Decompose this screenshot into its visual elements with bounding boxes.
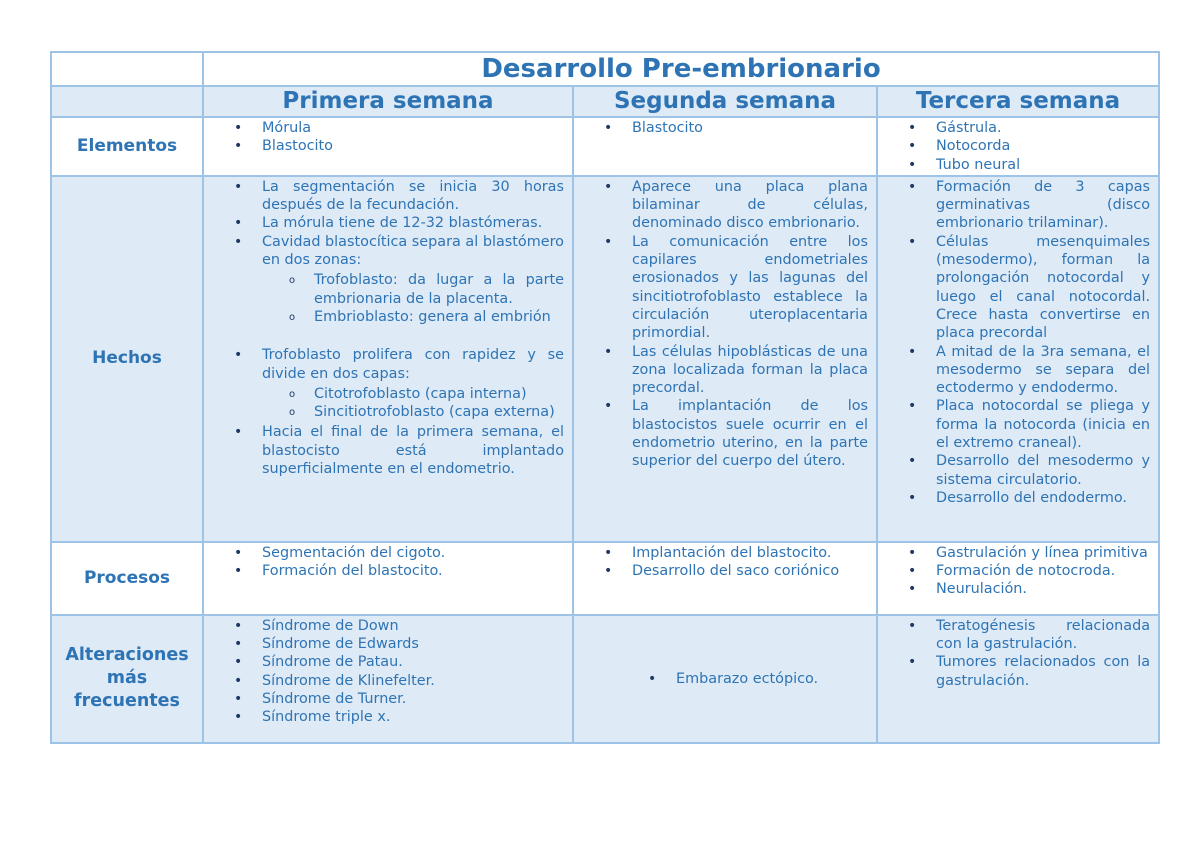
list-item: • Síndrome de Turner.: [204, 690, 564, 708]
header-corner-cell: [51, 86, 203, 117]
list-item: • Implantación del blastocito.: [574, 544, 868, 562]
list-item: • Formación del blastocito.: [204, 562, 564, 580]
cell-hechos-week3: [877, 176, 1159, 542]
list-item: • Aparece una placa plana bilaminar de células, denominado disco embrionario.: [574, 178, 868, 233]
list-item: • La segmentación se inicia 30 horas después de la fecundación.: [204, 178, 564, 215]
row-hechos: [51, 176, 1159, 542]
cell-elementos-week2: [573, 117, 877, 176]
list-item: • Síndrome triple x.: [204, 708, 564, 726]
list-item: • Segmentación del cigoto.: [204, 544, 564, 562]
list-item: • Gástrula.: [878, 119, 1150, 137]
week-2-header: Segunda semana: [573, 86, 877, 117]
list-item: • Síndrome de Klinefelter.: [204, 672, 564, 690]
list-item: • La implantación de los blastocistos suele ocurrir en el endometrio uterino, en la parte superior del cuerpo del útero.: [574, 397, 868, 470]
list-item: • Desarrollo del endodermo.: [878, 489, 1150, 507]
list-item: • La mórula tiene de 12-32 blastómeras.: [204, 214, 564, 232]
list-item: • Síndrome de Edwards: [204, 635, 564, 653]
list-item: • Hacia el final de la primera semana, el blastocisto está implantado superficialmente en el endometrio.: [204, 423, 564, 478]
sub-list-item: o Citotrofoblasto (capa interna): [204, 385, 564, 403]
cell-procesos-week3: [877, 542, 1159, 615]
week-1-header: Primera semana: [203, 86, 573, 117]
list-item: • Formación de notocroda.: [878, 562, 1150, 580]
list-item: • Tubo neural: [878, 156, 1150, 174]
list-item: • Placa notocordal se pliega y forma la notocorda (inicia en el extremo craneal).: [878, 397, 1150, 452]
list-item: • Las células hipoblásticas de una zona localizada forman la placa precordal.: [574, 343, 868, 398]
list-item: • Notocorda: [878, 137, 1150, 155]
list-item: • Tumores relacionados con la gastrulación.: [878, 653, 1150, 690]
row-label-procesos: Procesos: [51, 542, 203, 615]
list-item: • Trofoblasto prolifera con rapidez y se divide en dos capas:: [204, 346, 564, 383]
week-3-header: Tercera semana: [877, 86, 1159, 117]
cell-hechos-week1: [203, 176, 573, 542]
sub-list-item: o Sincitiotrofoblasto (capa externa): [204, 403, 564, 421]
title-row: [51, 52, 1159, 86]
list-item: • La comunicación entre los capilares endometriales erosionados y las lagunas del sincitiotrofoblasto establece la circulación uteroplacentaria primordial.: [574, 233, 868, 343]
list-item: • Desarrollo del saco coriónico: [574, 562, 868, 580]
pre-embryonic-development-table: [50, 51, 1160, 744]
row-elementos: [51, 117, 1159, 176]
sub-list-item: o Embrioblasto: genera al embrión: [204, 308, 564, 326]
list-item: • Neurulación.: [878, 580, 1150, 598]
row-label-alteraciones: Alteraciones más frecuentes: [51, 615, 203, 743]
list-item: • Gastrulación y línea primitiva: [878, 544, 1150, 562]
list-item: • Mórula: [204, 119, 564, 137]
cell-elementos-week3: [877, 117, 1159, 176]
cell-procesos-week1: [203, 542, 573, 615]
list-item: • Síndrome de Patau.: [204, 653, 564, 671]
list-item: • Blastocito: [574, 119, 868, 137]
row-procesos: [51, 542, 1159, 615]
sub-list-item: o Trofoblasto: da lugar a la parte embrionaria de la placenta.: [204, 271, 564, 308]
list-item: • Embarazo ectópico.: [618, 670, 868, 688]
cell-alteraciones-week1: [203, 615, 573, 743]
list-item: • Células mesenquimales (mesodermo), forman la prolongación notocordal y luego el canal notocordal. Crece hasta convertirse en placa precordal: [878, 233, 1150, 343]
cell-alteraciones-week2: [573, 615, 877, 743]
weeks-header-row: [51, 86, 1159, 117]
list-item: • Síndrome de Down: [204, 617, 564, 635]
list-item: • Cavidad blastocítica separa al blastómero en dos zonas:: [204, 233, 564, 270]
cell-alteraciones-week3: [877, 615, 1159, 743]
row-label-hechos: Hechos: [51, 176, 203, 542]
corner-cell: [51, 52, 203, 86]
list-item: • Blastocito: [204, 137, 564, 155]
table-title: Desarrollo Pre-embrionario: [203, 52, 1159, 86]
row-alteraciones: [51, 615, 1159, 743]
list-item: • Formación de 3 capas germinativas (disco embrionario trilaminar).: [878, 178, 1150, 233]
cell-hechos-week2: [573, 176, 877, 542]
cell-elementos-week1: [203, 117, 573, 176]
row-label-elementos: Elementos: [51, 117, 203, 176]
list-item: • Teratogénesis relacionada con la gastrulación.: [878, 617, 1150, 654]
list-item: • Desarrollo del mesodermo y sistema circulatorio.: [878, 452, 1150, 489]
cell-procesos-week2: [573, 542, 877, 615]
list-item: • A mitad de la 3ra semana, el mesodermo se separa del ectodermo y endodermo.: [878, 343, 1150, 398]
